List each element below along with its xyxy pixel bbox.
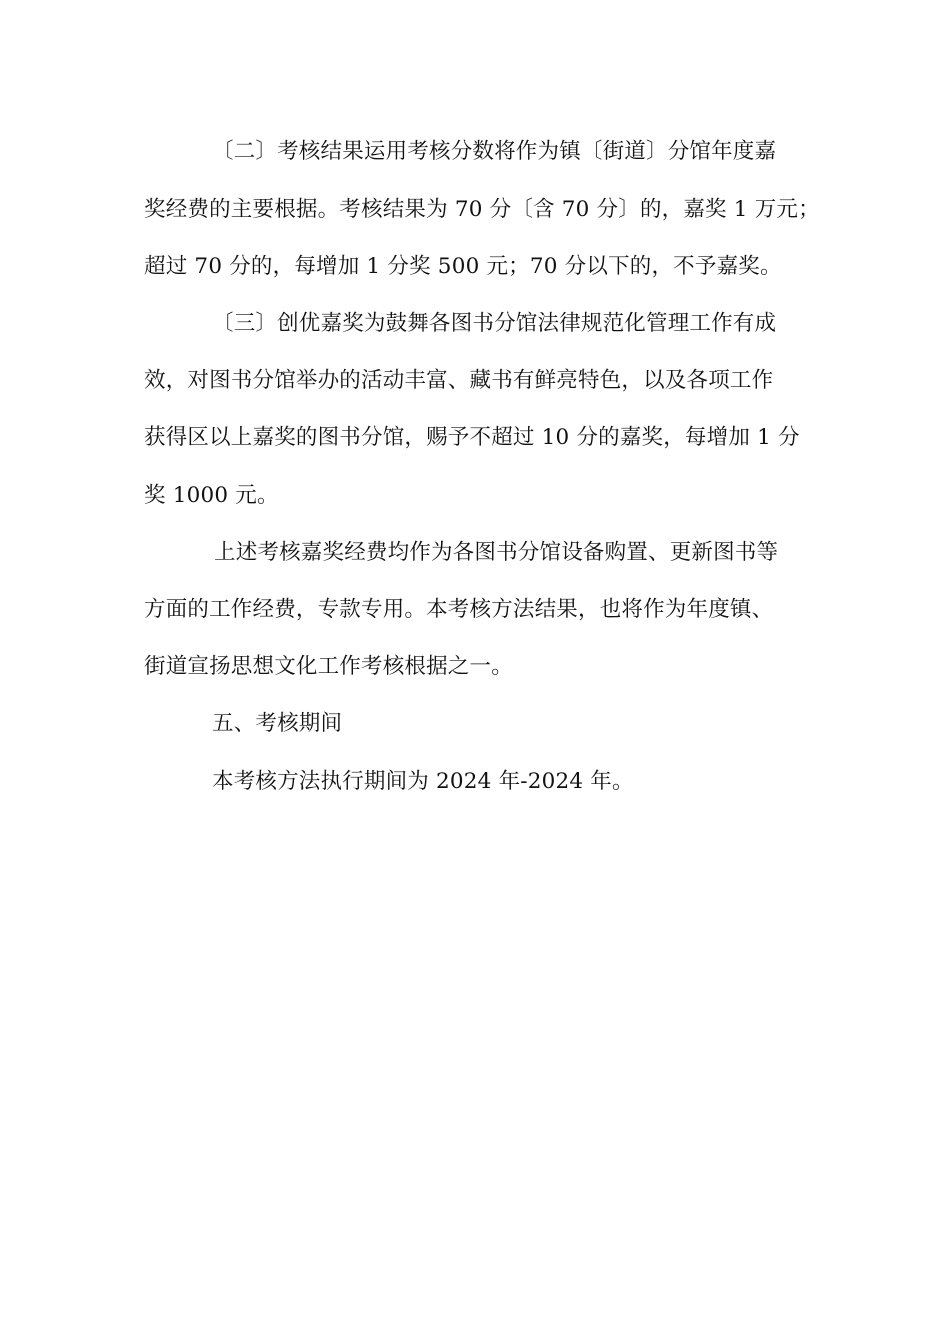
period-statement: 本考核方法执行期间为 2024 年-2024 年。: [212, 769, 634, 794]
paragraph-2-line-1: 〔二〕考核结果运用考核分数将作为镇〔街道〕分馆年度嘉: [212, 139, 777, 164]
paragraph-4-line-1: 上述考核嘉奖经费均作为各图书分馆设备购置、更新图书等: [214, 540, 779, 565]
paragraph-4-line-2: 方面的工作经费，专款专用。本考核方法结果，也将作为年度镇、: [144, 597, 774, 622]
section-heading: 五、考核期间: [212, 711, 343, 736]
paragraph-2-line-3: 超过 70 分的，每增加 1 分奖 500 元；70 分以下的，不予嘉奖。: [144, 254, 782, 279]
paragraph-4-line-3: 街道宣扬思想文化工作考核根据之一。: [144, 654, 513, 679]
paragraph-3-line-4: 奖 1000 元。: [144, 483, 279, 508]
paragraph-3-line-2: 效，对图书分馆举办的活动丰富、藏书有鲜亮特色，以及各项工作: [144, 368, 774, 393]
paragraph-3-line-1: 〔三〕创优嘉奖为鼓舞各图书分馆法律规范化管理工作有成: [212, 311, 777, 336]
paragraph-2-line-2: 奖经费的主要根据。考核结果为 70 分〔含 70 分〕的，嘉奖 1 万元；: [144, 197, 820, 222]
paragraph-3-line-3: 获得区以上嘉奖的图书分馆，赐予不超过 10 分的嘉奖，每增加 1 分: [144, 425, 800, 450]
